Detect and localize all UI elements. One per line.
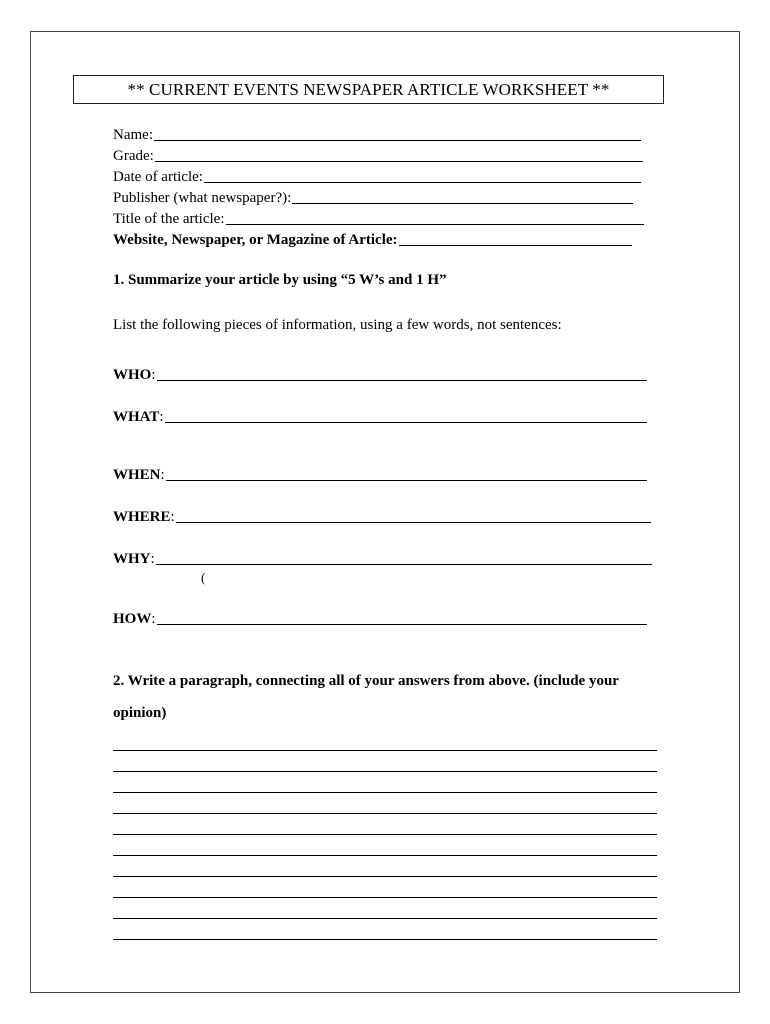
who-field[interactable] [113, 367, 647, 384]
source-field[interactable] [113, 232, 632, 249]
paragraph-line-6[interactable] [113, 855, 657, 856]
publisher-field[interactable] [113, 190, 633, 207]
how-label: HOW [113, 611, 152, 627]
article-title-line[interactable] [226, 224, 644, 225]
when-line[interactable] [166, 480, 647, 481]
name-line[interactable] [154, 140, 641, 141]
where-label: WHERE [113, 509, 171, 525]
how-colon: : [151, 611, 156, 627]
when-field[interactable] [113, 467, 647, 484]
why-field[interactable] [113, 551, 652, 568]
worksheet-title [73, 75, 664, 104]
section1-instruction: List the following pieces of information, using a few words, not sentences: [113, 317, 562, 333]
worksheet-title-text: ** CURRENT EVENTS NEWSPAPER ARTICLE WORKSHEET ** [127, 79, 610, 99]
paragraph-line-7[interactable] [113, 876, 657, 877]
paragraph-line-2[interactable] [113, 771, 657, 772]
grade-line[interactable] [155, 161, 643, 162]
paragraph-line-3[interactable] [113, 792, 657, 793]
who-label: WHO [113, 367, 152, 383]
source-label: Website, Newspaper, or Magazine of Article: [113, 232, 398, 248]
source-line[interactable] [399, 245, 632, 246]
publisher-line[interactable] [292, 203, 633, 204]
when-colon: : [160, 467, 165, 483]
how-field[interactable] [113, 611, 647, 628]
paragraph-line-5[interactable] [113, 834, 657, 835]
who-line[interactable] [157, 380, 647, 381]
date-label: Date of article: [113, 169, 203, 185]
article-title-field[interactable] [113, 211, 644, 228]
why-label: WHY [113, 551, 151, 567]
where-colon: : [170, 509, 175, 525]
stray-parenthesis: ( [201, 570, 206, 585]
date-line[interactable] [204, 182, 641, 183]
who-colon: : [151, 367, 156, 383]
paragraph-line-1[interactable] [113, 750, 657, 751]
name-label: Name: [113, 127, 153, 143]
paragraph-line-9[interactable] [113, 918, 657, 919]
where-line[interactable] [176, 522, 651, 523]
how-line[interactable] [157, 624, 647, 625]
section2-heading: 2. Write a paragraph, connecting all of your answers from above. (include your [113, 673, 619, 689]
article-title-label: Title of the article: [113, 211, 225, 227]
why-colon: : [150, 551, 155, 567]
paragraph-line-10[interactable] [113, 939, 657, 940]
what-line[interactable] [165, 422, 647, 423]
date-field[interactable] [113, 169, 641, 186]
grade-label: Grade: [113, 148, 154, 164]
paragraph-line-4[interactable] [113, 813, 657, 814]
when-label: WHEN [113, 467, 161, 483]
name-field[interactable] [113, 127, 641, 144]
publisher-label: Publisher (what newspaper?): [113, 190, 292, 206]
what-label: WHAT [113, 409, 160, 425]
why-line[interactable] [156, 564, 652, 565]
grade-field[interactable] [113, 148, 643, 165]
where-field[interactable] [113, 509, 651, 526]
what-field[interactable] [113, 409, 647, 426]
section2-heading-cont: opinion) [113, 705, 167, 721]
section1-heading: 1. Summarize your article by using “5 W’s and 1 H” [113, 272, 447, 288]
what-colon: : [159, 409, 164, 425]
paragraph-line-8[interactable] [113, 897, 657, 898]
